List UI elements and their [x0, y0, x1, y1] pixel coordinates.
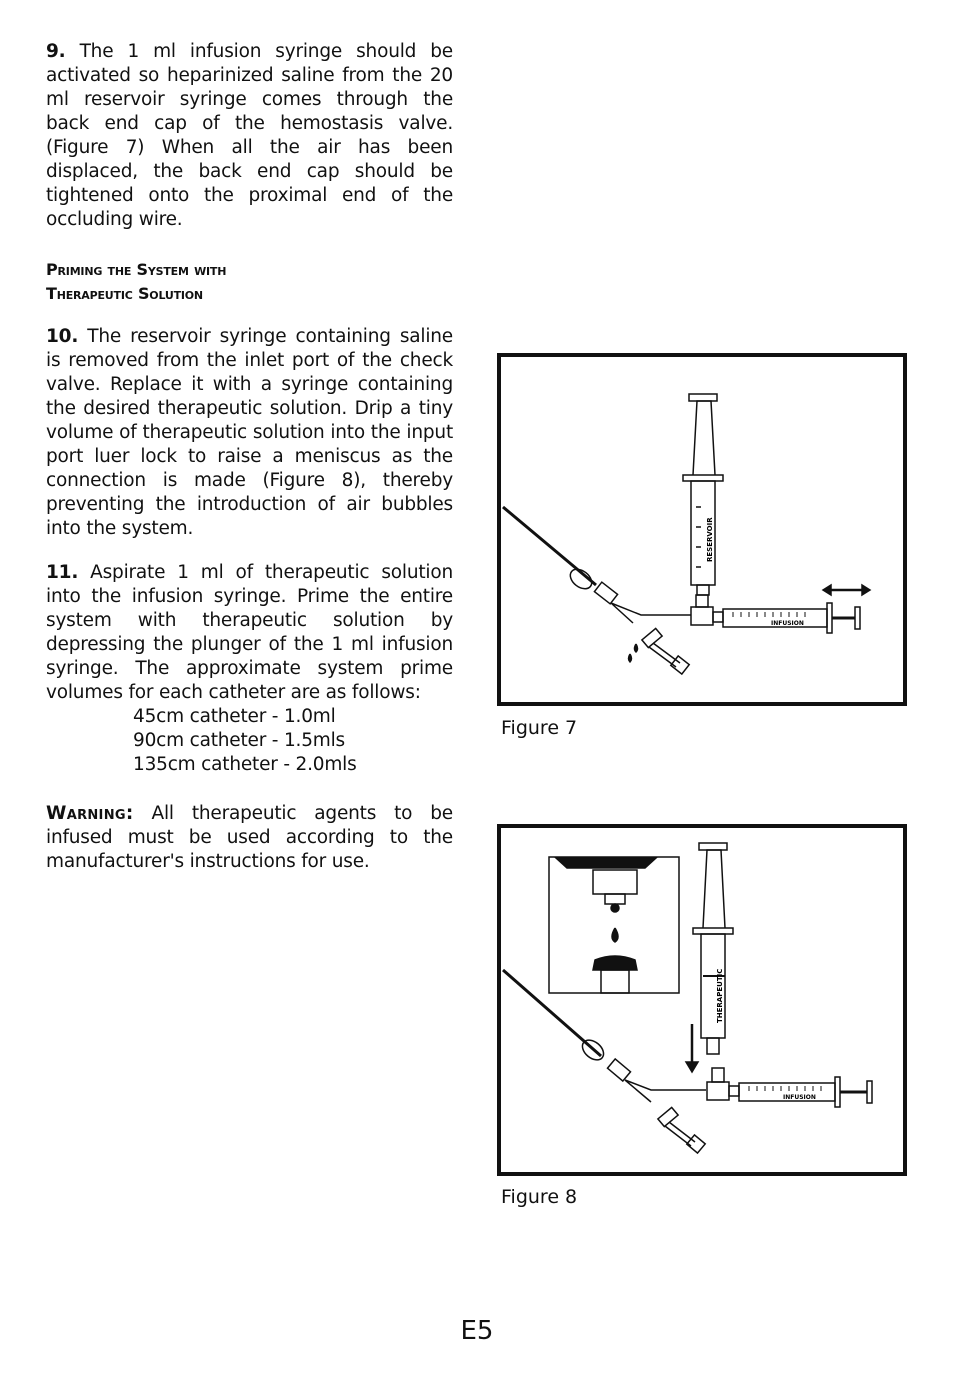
figure-7-caption: Figure 7	[501, 717, 578, 739]
reservoir-label: RESERVOIR	[706, 517, 714, 562]
heading-line-1: Priming the System with	[46, 260, 227, 279]
step-number: 11.	[46, 562, 79, 583]
figure-7-illustration	[501, 357, 903, 702]
t-connector	[707, 1082, 729, 1100]
hemostasis-valve	[594, 582, 617, 604]
catheter-line	[503, 507, 596, 585]
meniscus	[593, 956, 637, 970]
page-number: E5	[460, 1316, 494, 1346]
step-9	[46, 40, 453, 232]
prime-volume-item: 135cm catheter - 2.0mls	[133, 754, 357, 775]
infusion-label: INFUSION	[783, 1094, 816, 1101]
drip-drop	[635, 644, 638, 652]
step-text: The 1 ml infusion syringe should be activated so heparinized saline from the 20 ml reservoir syringe comes through the back end cap of the hemostasis valve. (Figure 7) When all the air has been displaced, the back end cap should be tightened onto the proximal end of the occluding wire.	[46, 41, 453, 230]
syringe-tip	[593, 870, 637, 894]
step-10	[46, 325, 453, 541]
check-valve	[642, 628, 662, 647]
meniscus-inset	[549, 857, 679, 993]
warning-text: All therapeutic agents to be infused must be used according to the manufacturer's instructions for use.	[46, 803, 453, 872]
t-connector	[691, 607, 713, 625]
catheter-line	[503, 970, 601, 1056]
prime-volume-item: 90cm catheter - 1.5mls	[133, 730, 345, 751]
step-number: 10.	[46, 326, 79, 347]
drop-icon	[612, 928, 618, 942]
warning-label: Warning:	[46, 803, 134, 824]
step-number: 9.	[46, 41, 66, 62]
hemostasis-valve	[607, 1059, 630, 1081]
figure-7	[497, 353, 907, 706]
step-text: Aspirate 1 ml of therapeutic solution into the infusion syringe. Prime the entire system with therapeutic solution by depressing the plunger of the 1 ml infusion syringe. The approximate system prime volumes for each catheter are as follows:	[46, 562, 453, 703]
prime-volume-list	[46, 705, 453, 777]
step-text: The reservoir syringe containing saline is removed from the inlet port of the check valve. Replace it with a syringe containing the desired therapeutic solution. Drip a tiny volume of therapeutic solution into the input port luer lock to raise a meniscus as the connection is made (Figure 8), thereby preventing the introduction of air bubbles into the system.	[46, 326, 453, 539]
check-valve	[658, 1107, 678, 1126]
figure-8	[497, 824, 907, 1176]
step-11	[46, 561, 453, 777]
infusion-label: INFUSION	[771, 620, 804, 627]
prime-volume-item: 45cm catheter - 1.0ml	[133, 706, 336, 727]
figure-8-illustration	[501, 828, 903, 1172]
figure-8-caption: Figure 8	[501, 1186, 578, 1208]
heading-line-2: Therapeutic Solution	[46, 284, 203, 303]
therapeutic-label: THERAPEUTIC	[716, 968, 724, 1023]
section-heading	[46, 258, 453, 306]
warning	[46, 802, 453, 874]
